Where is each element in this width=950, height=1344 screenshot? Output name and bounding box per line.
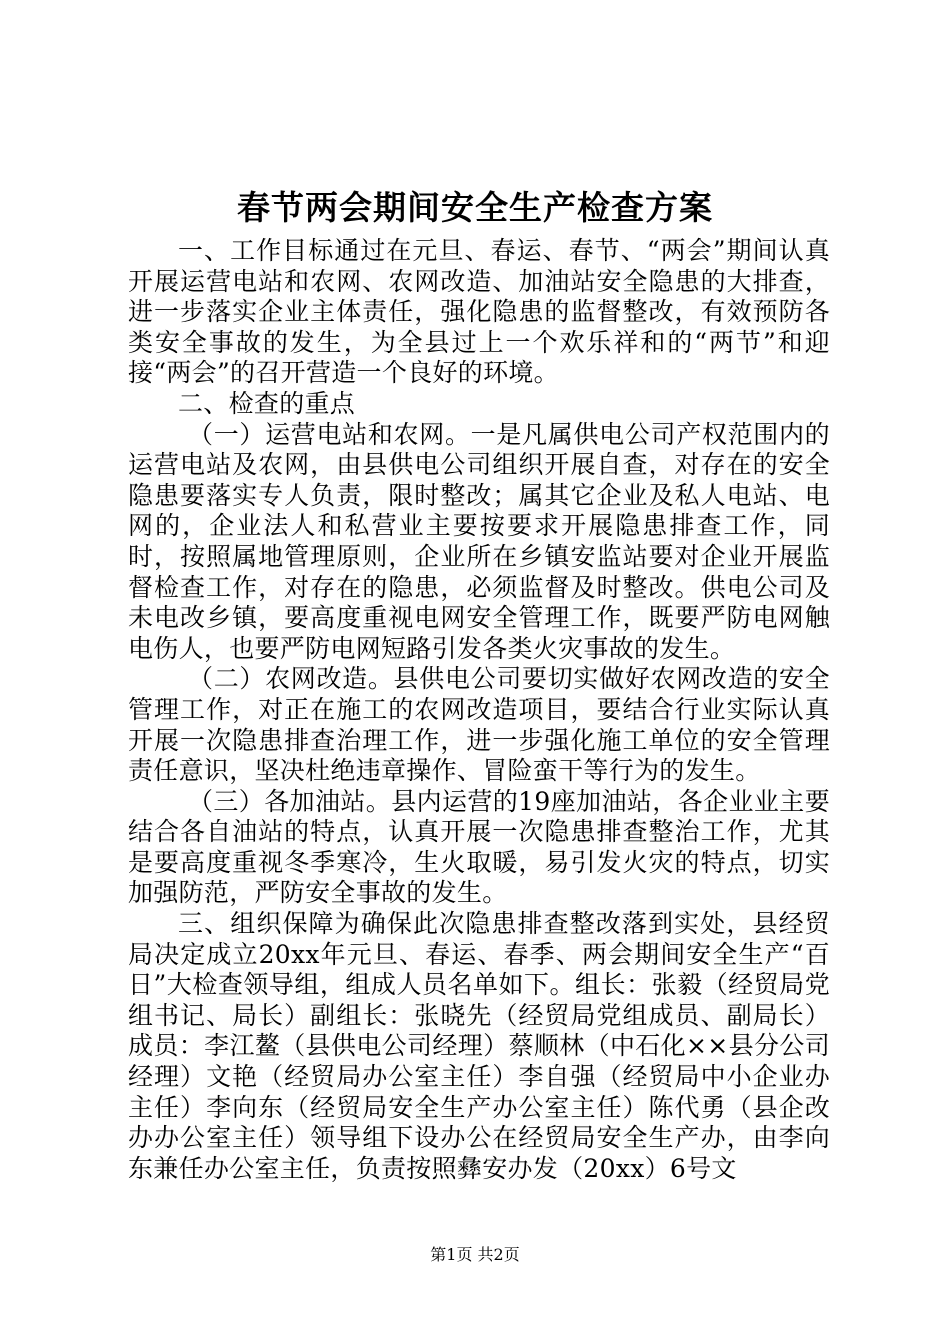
page-number-footer: 第1页 共2页 [430,1245,520,1264]
paragraph-gas-stations: （三）各加油站。县内运营的19座加油站，各企业业主要结合各自油站的特点，认真开展一次隐患排查整治工作，尤其是要高度重视冬季寒冷，生火取暖，易引发火灾的特点，切实加强防范，严防安全事故的发生。 [128,786,830,908]
document-body [128,236,830,1184]
paragraph-grid-renovation: （二）农网改造。县供电公司要切实做好农网改造的安全管理工作，对正在施工的农网改造项目，要结合行业实际认真开展一次隐患排查治理工作，进一步强化施工单位的安全管理责任意识，坚决杜绝违章操作、冒险蛮干等行为的发生。 [128,664,830,786]
paragraph-inspection-focus-heading: 二、检查的重点 [178,388,356,418]
paragraph-power-stations: （一）运营电站和农网。一是凡属供电公司产权范围内的运营电站及农网，由县供电公司组织开展自查，对存在的安全隐患要落实专人负责，限时整改；属其它企业及私人电站、电网的，企业法人和私营业主要按要求开展隐患排查工作，同时，按照属地管理原则，企业所在乡镇安监站要对企业开展监督检查工作，对存在的隐患，必须监督及时整改。供电公司及未电改乡镇，要高度重视电网安全管理工作，既要严防电网触电伤人，也要严防电网短路引发各类火灾事故的发生。 [128,419,830,663]
document-title: 春节两会期间安全生产检查方案 [237,188,713,227]
paragraph-work-goal: 一、工作目标通过在元旦、春运、春节、“两会”期间认真开展运营电站和农网、农网改造、加油站安全隐患的大排查，进一步落实企业主体责任，强化隐患的监督整改，有效预防各类安全事故的发生，为全县过上一个欢乐祥和的“两节”和迎接“两会”的召开营造一个良好的环境。 [128,236,830,388]
paragraph-organization: 三、组织保障为确保此次隐患排查整改落到实处，县经贸局决定成立20xx年元旦、春运、春季、两会期间安全生产“百日”大检查领导组，组成人员名单如下。组长：张毅（经贸局党组书记、局长）副组长：张晓先（经贸局党组成员、副局长）成员：李江鳌（县供电公司经理）蔡顺林（中石化××县分公司经理）文艳（经贸局办公室主任）李自强（经贸局中小企业办主任）李向东（经贸局安全生产办公室主任）陈代勇（县企改办办公室主任）领导组下设办公在经贸局安全生产办，由李向东兼任办公室主任，负责按照彝安办发（20xx）6号文 [128,909,830,1183]
